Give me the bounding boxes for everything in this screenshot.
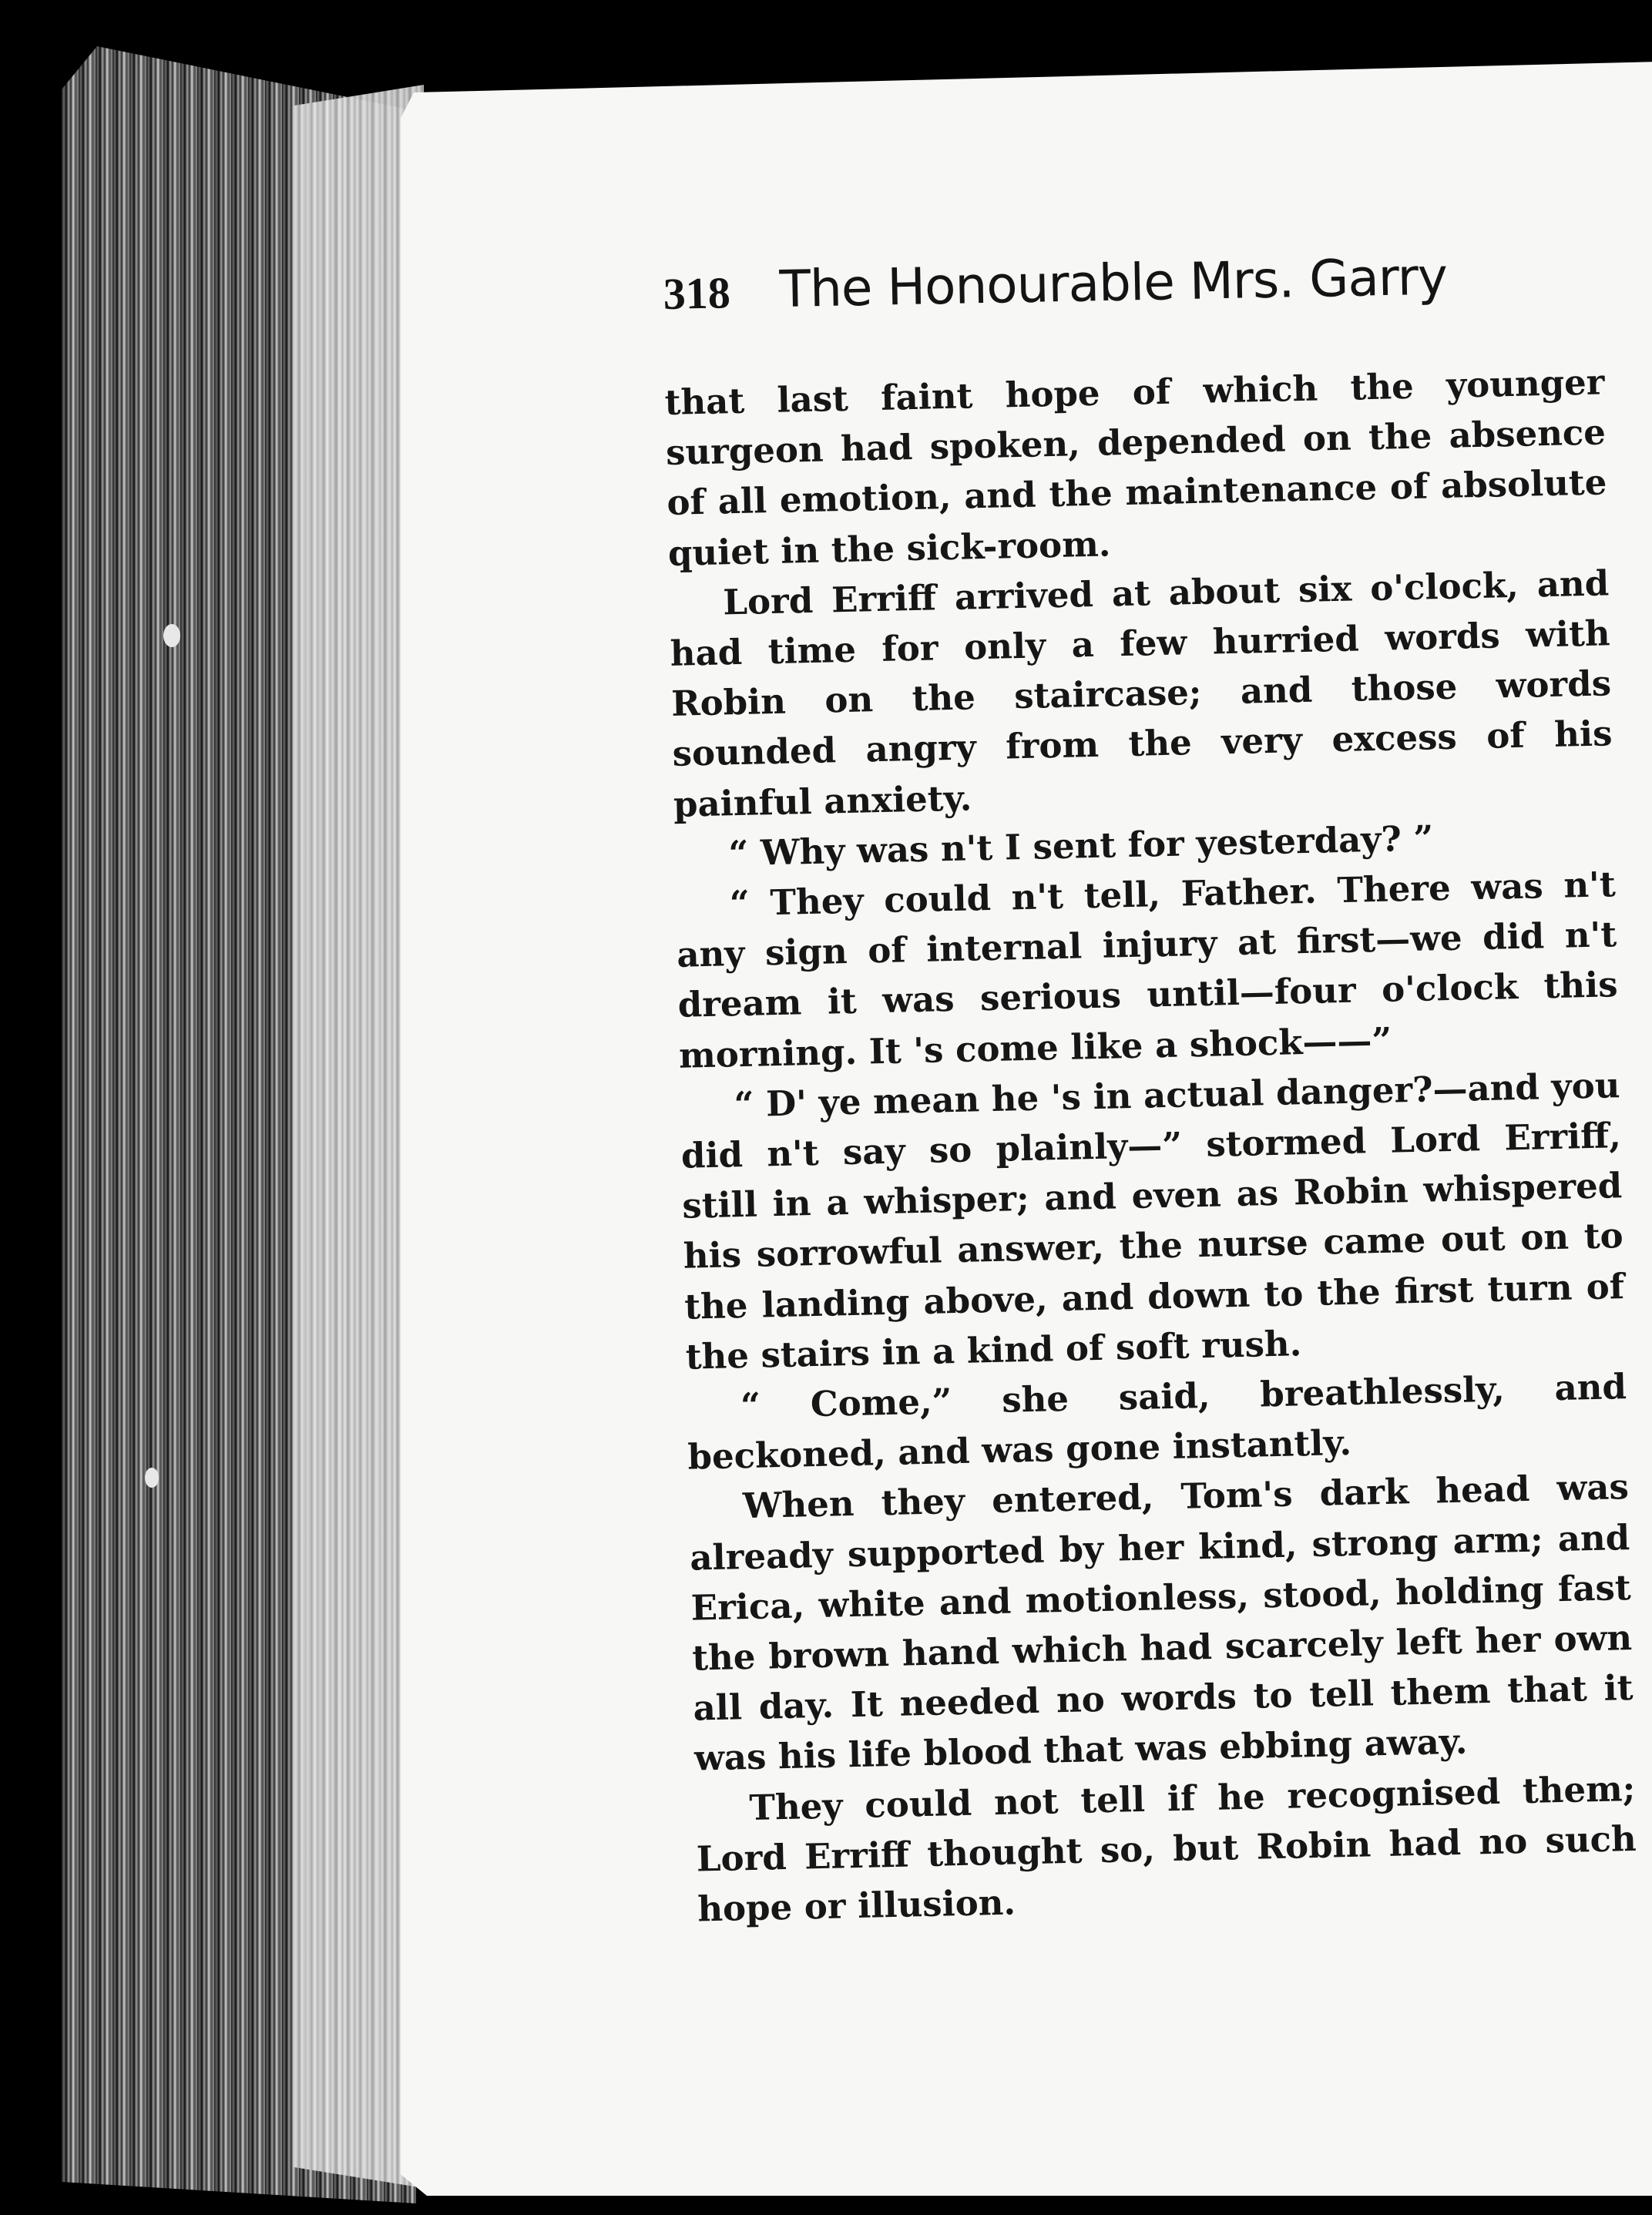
dust-speck: [163, 624, 180, 647]
book-title: The Honourable Mrs. Garry: [778, 247, 1448, 320]
paragraph: “ Come,” she said, breathlessly, and beckoned, and was gone instantly.: [687, 1366, 1627, 1478]
paragraph: that last faint hope of which the younger surgeon had spoken, depended on the absence of all emotion, and the maintenance of absolute quiet in the sick-room.: [664, 361, 1607, 574]
paragraph: When they entered, Tom's dark head was already supported by her kind, strong arm; and Erica, white and motionless, stood, holding fast the brown hand which had scarcely left her own all day. It needed no words to tell them that it was his life blood that was ebbing away.: [689, 1466, 1634, 1780]
dust-speck: [145, 1468, 159, 1488]
paragraph: They could not tell if he recognised them; Lord Erriff thought so, but Robin had no such hope or illusion.: [696, 1767, 1637, 1930]
page-number: 318: [663, 267, 731, 319]
body-text: [664, 357, 1638, 1934]
paragraph: “ They could n't tell, Father. There was n't any sign of internal injury at first—we did n't dream it was serious until—four o'clock this morning. It 's come like a shock——”: [676, 864, 1619, 1076]
paragraph: Lord Erriff arrived at about six o'clock, and had time for only a few hurried words with Robin on the staircase; and those words sounded angry from the very excess of his painful anxiety.: [670, 562, 1613, 825]
paragraph: “ D' ye mean he 's in actual danger?—and you did n't say so plainly—” stormed Lord Erriff, still in a whisper; and even as Robin whispered his sorrowful answer, the nurse came out on to the landing above, and down to the first turn of the stairs in a kind of soft rush.: [680, 1065, 1625, 1378]
paragraph: “ Why was n't I sent for yesterday? ”: [727, 817, 1434, 874]
